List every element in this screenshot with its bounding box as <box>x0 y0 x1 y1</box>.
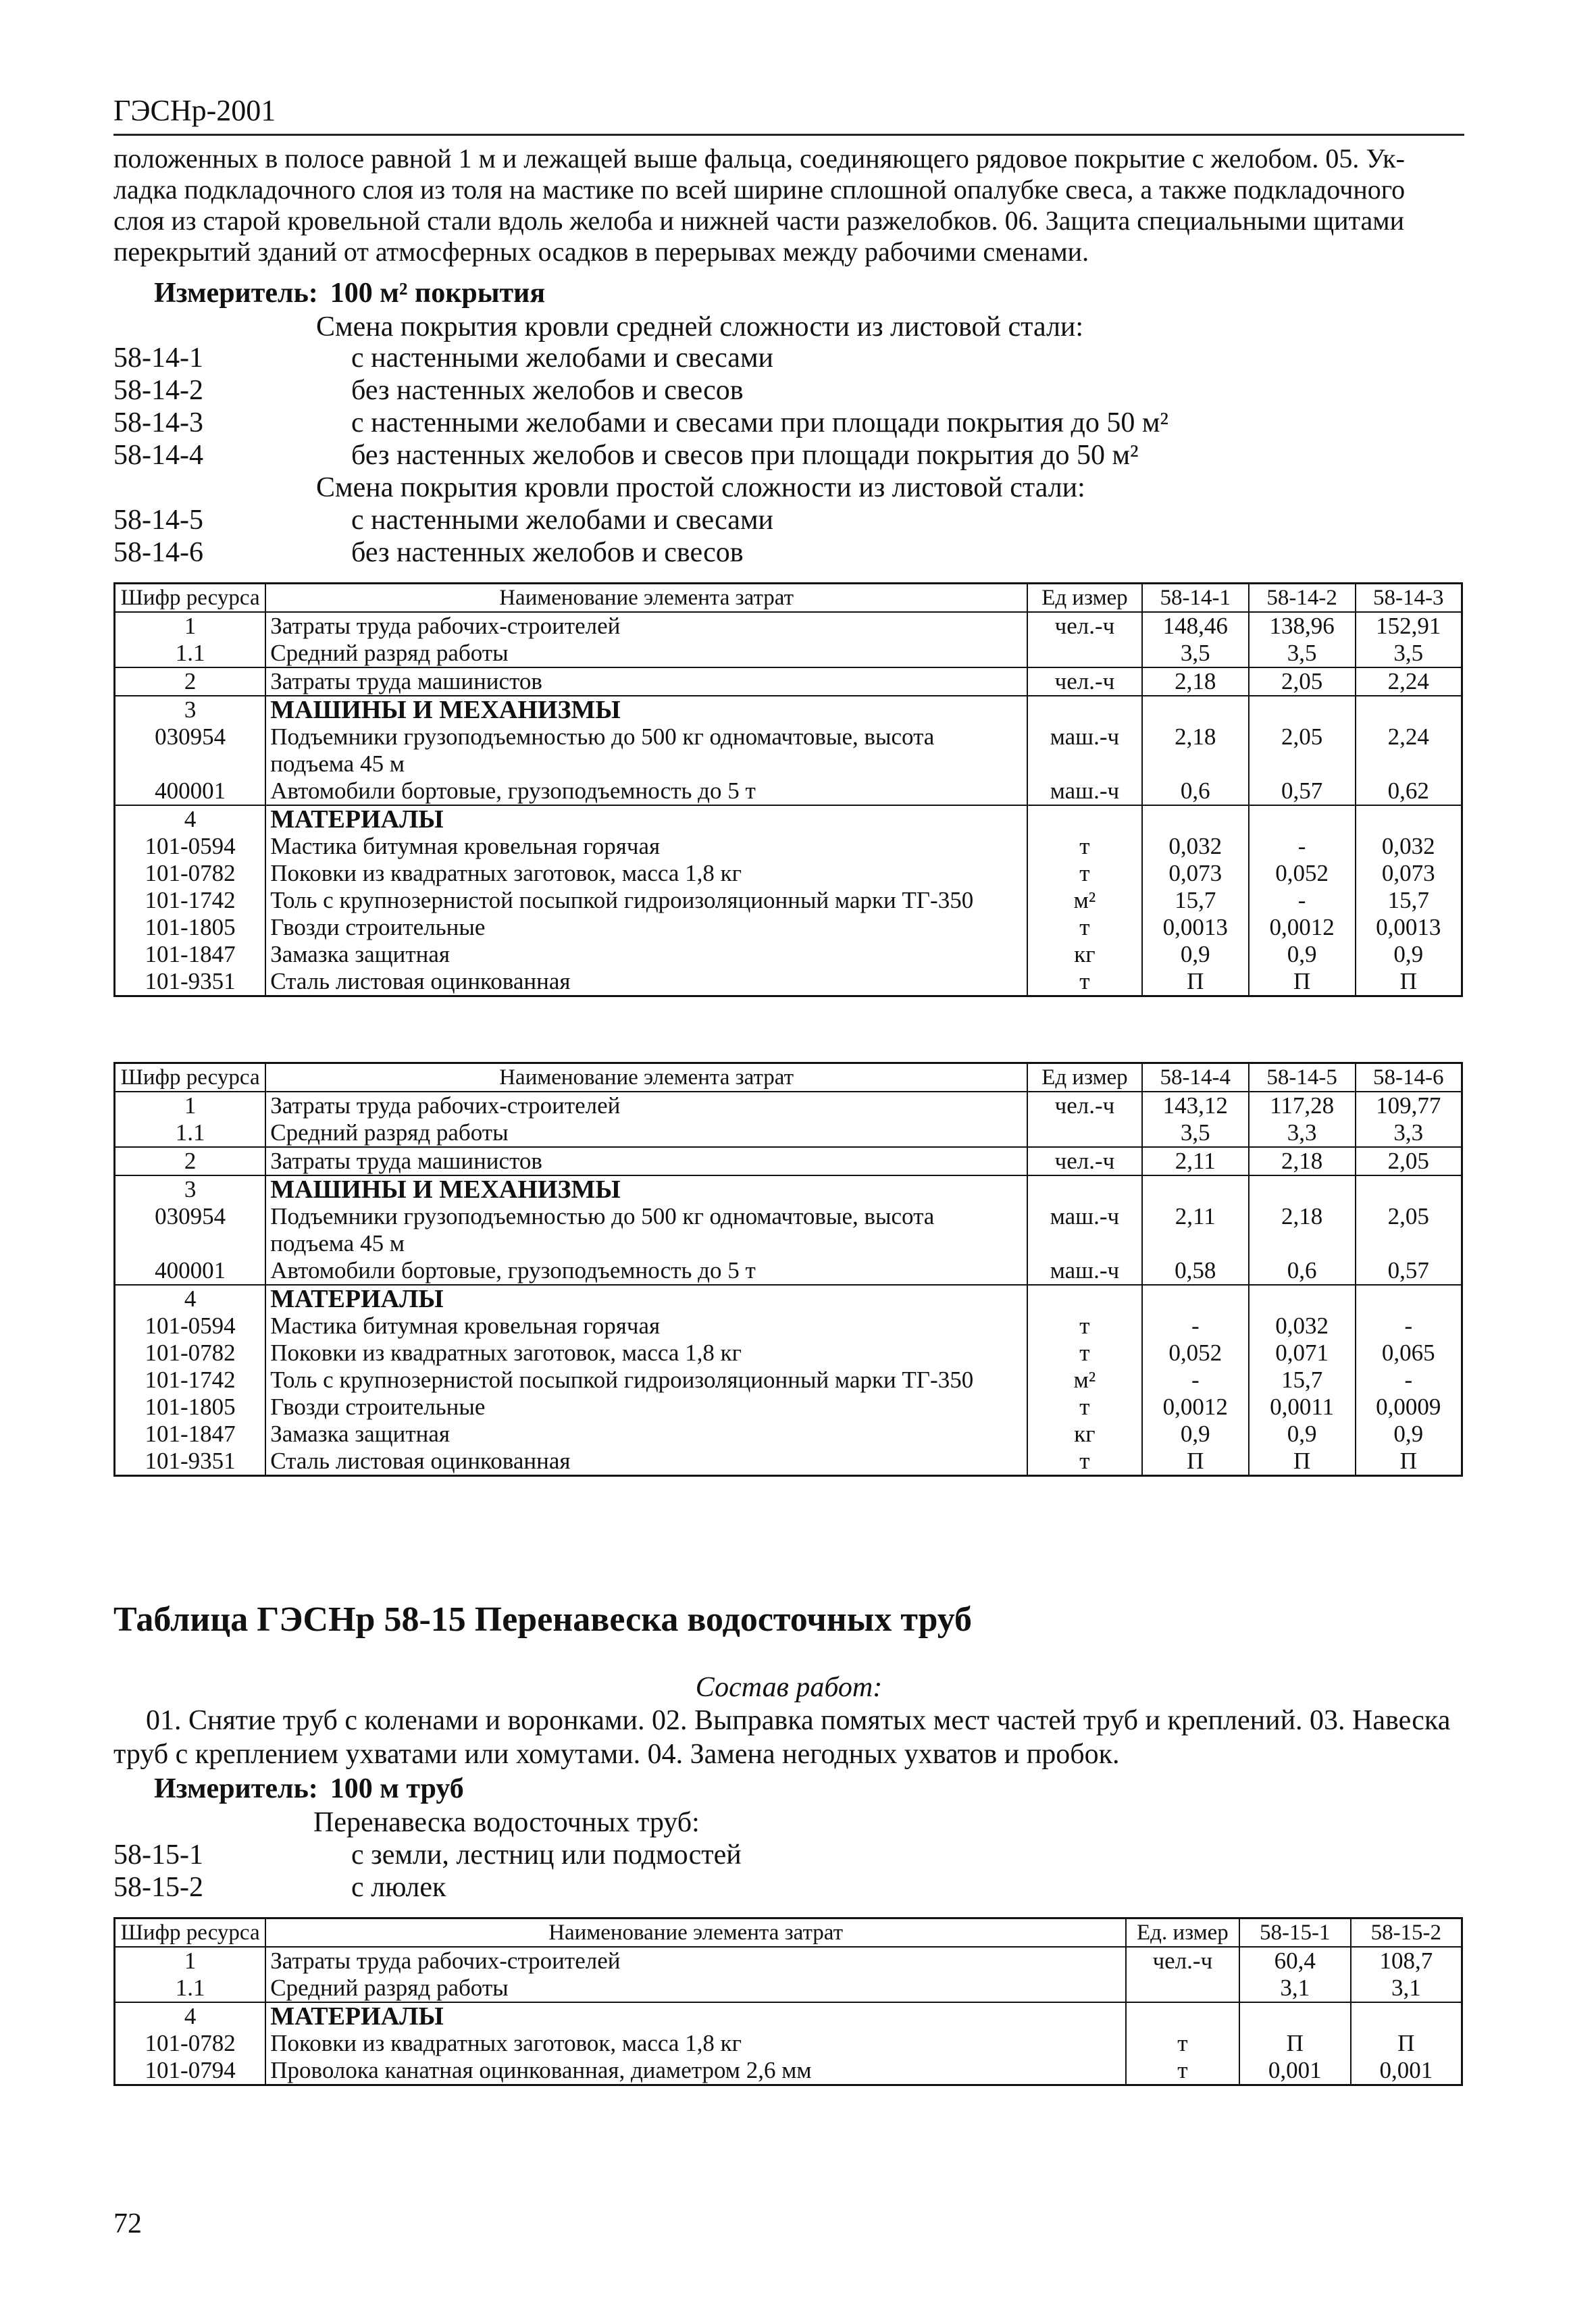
resource-code: 3 <box>115 1175 266 1203</box>
resource-unit: т <box>1027 1313 1142 1340</box>
resource-unit: чел.-ч <box>1027 612 1142 640</box>
header-code: Шифр ресурса <box>115 1918 266 1948</box>
resource-value: 0,9 <box>1142 1421 1249 1448</box>
resource-unit: чел.-ч <box>1027 667 1142 696</box>
table-row <box>115 612 1462 640</box>
resource-value: 2,18 <box>1142 723 1249 778</box>
code: 58-15-2 <box>113 1872 203 1903</box>
header-column-code: 58-14-4 <box>1142 1063 1249 1092</box>
resource-value <box>1249 1175 1356 1203</box>
resource-value: 0,9 <box>1356 941 1462 968</box>
resource-value <box>1356 805 1462 833</box>
resource-unit: кг <box>1027 1421 1142 1448</box>
table-row <box>115 1448 1462 1476</box>
resource-unit <box>1027 805 1142 833</box>
resource-unit: т <box>1027 968 1142 996</box>
resource-unit: м² <box>1027 887 1142 914</box>
code-row <box>113 439 1464 472</box>
resource-unit <box>1027 696 1142 723</box>
resource-unit: т <box>1027 1448 1142 1476</box>
resource-value: 0,065 <box>1356 1340 1462 1367</box>
resource-value: 0,0011 <box>1249 1394 1356 1421</box>
measure-label: Измеритель: <box>154 278 318 309</box>
code-row <box>113 407 1464 439</box>
resource-value: 2,11 <box>1142 1203 1249 1257</box>
resource-code: 1 <box>115 612 266 640</box>
resource-code: 4 <box>115 1285 266 1313</box>
resource-value: 3,5 <box>1356 640 1462 667</box>
resource-name: Автомобили бортовые, грузоподъемность до 5 т <box>265 1257 1027 1285</box>
resource-name: Мастика битумная кровельная горячая <box>265 1313 1027 1340</box>
resource-name: Толь с крупнозернистой посыпкой гидроизоляционный марки ТГ-350 <box>265 887 1027 914</box>
code-description: с настенными желобами и свесами <box>351 505 773 536</box>
resource-value: 0,073 <box>1142 860 1249 887</box>
resource-name: Подъемники грузоподъемностью до 500 кг одномачтовые, высота подъема 45 м <box>265 723 1027 778</box>
resource-value: 2,05 <box>1249 667 1356 696</box>
group-heading: Перенавеска водосточных труб: <box>313 1807 700 1838</box>
resource-value: 0,9 <box>1356 1421 1462 1448</box>
resource-name: Замазка защитная <box>265 1421 1027 1448</box>
code-row <box>113 536 1464 569</box>
resource-value <box>1249 696 1356 723</box>
resource-value: 15,7 <box>1142 887 1249 914</box>
resource-name: Затраты труда машинистов <box>265 1147 1027 1175</box>
intro-line: слоя из старой кровельной стали вдоль желоба и нижней части разжелобков. 06. Защита специальными щитами <box>113 205 1404 236</box>
section-row <box>115 805 1462 833</box>
resource-name: Средний разряд работы <box>265 1119 1027 1147</box>
table-row <box>115 640 1462 667</box>
resource-value: 0,58 <box>1142 1257 1249 1285</box>
section-row <box>115 696 1462 723</box>
resource-value: 0,62 <box>1356 778 1462 805</box>
intro-line: ладка подкладочного слоя из толя на мастике по всей ширине сплошной опалубке свеса, а также подкладочного <box>113 174 1406 205</box>
resource-value: 152,91 <box>1356 612 1462 640</box>
resource-value: 108,7 <box>1351 1947 1462 1975</box>
resource-code: 1.1 <box>115 1119 266 1147</box>
resource-name: Затраты труда рабочих-строителей <box>265 612 1027 640</box>
code: 58-15-1 <box>113 1839 203 1871</box>
resource-value: 0,032 <box>1142 833 1249 860</box>
resource-unit: маш.-ч <box>1027 723 1142 778</box>
resource-code: 101-0594 <box>115 833 266 860</box>
header-code: Шифр ресурса <box>115 584 266 613</box>
resource-value: 0,0009 <box>1356 1394 1462 1421</box>
resource-unit <box>1027 1119 1142 1147</box>
resource-unit: т <box>1027 914 1142 941</box>
resource-name: МАТЕРИАЛЫ <box>265 1285 1027 1313</box>
header-unit: Ед измер <box>1027 1063 1142 1092</box>
resource-name: Поковки из квадратных заготовок, масса 1,8 кг <box>265 1340 1027 1367</box>
resource-value: 2,11 <box>1142 1147 1249 1175</box>
resource-value: 0,001 <box>1351 2057 1462 2085</box>
resource-unit: т <box>1027 860 1142 887</box>
table-row <box>115 914 1462 941</box>
resource-value: 15,7 <box>1249 1367 1356 1394</box>
resource-name: Сталь листовая оцинкованная <box>265 968 1027 996</box>
resource-value: П <box>1356 968 1462 996</box>
header-name: Наименование элемента затрат <box>265 584 1027 613</box>
table-row <box>115 1147 1462 1175</box>
resource-value <box>1239 2002 1351 2030</box>
resource-unit: т <box>1126 2057 1239 2085</box>
resource-name: Мастика битумная кровельная горячая <box>265 833 1027 860</box>
resource-value: 0,032 <box>1356 833 1462 860</box>
resource-name: Проволока канатная оцинкованная, диаметром 2,6 мм <box>265 2057 1126 2085</box>
header-column-code: 58-14-3 <box>1356 584 1462 613</box>
table-row <box>115 833 1462 860</box>
code: 58-14-6 <box>113 537 203 568</box>
resource-unit <box>1027 640 1142 667</box>
resource-code: 2 <box>115 667 266 696</box>
resource-unit: маш.-ч <box>1027 1203 1142 1257</box>
resource-value: 0,9 <box>1249 1421 1356 1448</box>
resource-code: 101-1805 <box>115 1394 266 1421</box>
table-row <box>115 2057 1462 2085</box>
resource-value: П <box>1142 1448 1249 1476</box>
resource-value: 0,032 <box>1249 1313 1356 1340</box>
table-row <box>115 1367 1462 1394</box>
code: 58-14-2 <box>113 375 203 406</box>
resource-value <box>1356 1285 1462 1313</box>
table-header-row <box>115 584 1462 613</box>
resource-value <box>1356 696 1462 723</box>
resource-unit: т <box>1027 833 1142 860</box>
table-row <box>115 968 1462 996</box>
resource-value: 0,001 <box>1239 2057 1351 2085</box>
resource-value: П <box>1351 2030 1462 2057</box>
resource-code: 101-9351 <box>115 968 266 996</box>
resource-value: 0,071 <box>1249 1340 1356 1367</box>
resource-unit: чел.-ч <box>1126 1947 1239 1975</box>
table-title: Таблица ГЭСНр 58-15 Перенавеска водосточных труб <box>113 1600 973 1639</box>
group-heading: Смена покрытия кровли средней сложности из листовой стали: <box>316 311 1084 342</box>
resource-value: 3,5 <box>1142 640 1249 667</box>
resource-name: Затраты труда рабочих-строителей <box>265 1947 1126 1975</box>
table-header-row <box>115 1063 1462 1092</box>
resource-value: 0,0013 <box>1356 914 1462 941</box>
resource-value: 3,1 <box>1239 1975 1351 2002</box>
resource-value: 0,0012 <box>1142 1394 1249 1421</box>
table-row <box>115 1257 1462 1285</box>
resource-value: 0,9 <box>1142 941 1249 968</box>
header-column-code: 58-15-2 <box>1351 1918 1462 1948</box>
resource-value: 138,96 <box>1249 612 1356 640</box>
header-rule <box>113 134 1464 136</box>
code-row <box>113 374 1464 407</box>
resource-code: 400001 <box>115 1257 266 1285</box>
measure-line <box>154 1773 464 1805</box>
resource-value: 0,0013 <box>1142 914 1249 941</box>
resource-name: МАШИНЫ И МЕХАНИЗМЫ <box>265 1175 1027 1203</box>
resource-value: 2,18 <box>1249 1147 1356 1175</box>
code-description: без настенных желобов и свесов <box>351 537 744 568</box>
resource-name: Автомобили бортовые, грузоподъемность до 5 т <box>265 778 1027 805</box>
table-row <box>115 2030 1462 2057</box>
resource-unit: т <box>1027 1394 1142 1421</box>
resource-value: 2,24 <box>1356 723 1462 778</box>
code-row <box>113 342 1464 374</box>
resource-name: Поковки из квадратных заготовок, масса 1,8 кг <box>265 860 1027 887</box>
code: 58-14-3 <box>113 407 203 438</box>
table-row <box>115 778 1462 805</box>
resource-value: 3,5 <box>1142 1119 1249 1147</box>
resource-name: МАТЕРИАЛЫ <box>265 805 1027 833</box>
resource-code: 101-0782 <box>115 2030 266 2057</box>
measure-label: Измеритель: <box>154 1773 318 1804</box>
resource-unit: м² <box>1027 1367 1142 1394</box>
resource-value: 2,05 <box>1249 723 1356 778</box>
header-name: Наименование элемента затрат <box>265 1918 1126 1948</box>
table-row <box>115 1421 1462 1448</box>
resource-value: 2,24 <box>1356 667 1462 696</box>
resource-value: 15,7 <box>1356 887 1462 914</box>
header-column-code: 58-14-6 <box>1356 1063 1462 1092</box>
table-row <box>115 860 1462 887</box>
code-description: без настенных желобов и свесов при площади покрытия до 50 м² <box>351 440 1139 471</box>
section-row <box>115 2002 1462 2030</box>
code-description: без настенных желобов и свесов <box>351 375 744 406</box>
resource-value: 3,1 <box>1351 1975 1462 2002</box>
resource-value <box>1142 696 1249 723</box>
measure-value: 100 м труб <box>330 1773 464 1804</box>
code-description: с земли, лестниц или подмостей <box>351 1839 742 1871</box>
header-unit: Ед. измер <box>1126 1918 1239 1948</box>
resource-value <box>1351 2002 1462 2030</box>
code-description: с настенными желобами и свесами <box>351 342 773 374</box>
resource-value: 0,6 <box>1142 778 1249 805</box>
resource-value <box>1142 1285 1249 1313</box>
resource-code: 101-0594 <box>115 1313 266 1340</box>
resource-code: 101-1742 <box>115 887 266 914</box>
resource-value: П <box>1249 1448 1356 1476</box>
resource-name: Толь с крупнозернистой посыпкой гидроизоляционный марки ТГ-350 <box>265 1367 1027 1394</box>
resource-value: - <box>1356 1313 1462 1340</box>
resource-name: МАТЕРИАЛЫ <box>265 2002 1126 2030</box>
resource-code: 4 <box>115 2002 266 2030</box>
header-column-code: 58-14-5 <box>1249 1063 1356 1092</box>
intro-line: перекрытий зданий от атмосферных осадков в перерывах между рабочими сменами. <box>113 236 1089 267</box>
measure-value: 100 м² покрытия <box>330 278 546 309</box>
resource-value: - <box>1249 833 1356 860</box>
group-heading: Смена покрытия кровли простой сложности из листовой стали: <box>316 472 1085 503</box>
resource-name: Затраты труда машинистов <box>265 667 1027 696</box>
resource-value <box>1249 805 1356 833</box>
resource-code: 101-1847 <box>115 941 266 968</box>
resource-name: Поковки из квадратных заготовок, масса 1,8 кг <box>265 2030 1126 2057</box>
table-row <box>115 1975 1462 2002</box>
resource-value: 117,28 <box>1249 1092 1356 1119</box>
resource-code: 101-0794 <box>115 2057 266 2085</box>
resource-unit: маш.-ч <box>1027 778 1142 805</box>
resource-name: Подъемники грузоподъемностью до 500 кг одномачтовые, высота подъема 45 м <box>265 1203 1027 1257</box>
code: 58-14-1 <box>113 342 203 374</box>
resource-value: П <box>1142 968 1249 996</box>
resource-name: Средний разряд работы <box>265 640 1027 667</box>
code-row <box>113 1871 1464 1904</box>
resource-value: 3,3 <box>1249 1119 1356 1147</box>
resource-code: 030954 <box>115 723 266 778</box>
resource-value <box>1142 805 1249 833</box>
resource-value: 2,18 <box>1249 1203 1356 1257</box>
resource-value: 2,05 <box>1356 1147 1462 1175</box>
code-row <box>113 504 1464 536</box>
resource-unit <box>1027 1285 1142 1313</box>
resource-value: 0,052 <box>1142 1340 1249 1367</box>
resource-code: 101-1805 <box>115 914 266 941</box>
resource-unit: чел.-ч <box>1027 1147 1142 1175</box>
table-row <box>115 1119 1462 1147</box>
resource-value <box>1142 1175 1249 1203</box>
resource-code: 1 <box>115 1092 266 1119</box>
resource-unit: т <box>1126 2030 1239 2057</box>
header-unit: Ед измер <box>1027 584 1142 613</box>
resource-name: Затраты труда рабочих-строителей <box>265 1092 1027 1119</box>
resource-value: 2,18 <box>1142 667 1249 696</box>
resource-value: 0,073 <box>1356 860 1462 887</box>
resource-value: П <box>1249 968 1356 996</box>
intro-line: положенных в полосе равной 1 м и лежащей выше фальца, соединяющего рядовое покрытие с желобом. 05. Ук- <box>113 143 1405 174</box>
resource-code: 2 <box>115 1147 266 1175</box>
intro-paragraph <box>113 143 1464 268</box>
composition-paragraph <box>113 1704 1464 1771</box>
resource-value: 3,3 <box>1356 1119 1462 1147</box>
table-row <box>115 941 1462 968</box>
resource-value: 0,9 <box>1249 941 1356 968</box>
table-header-row <box>115 1918 1462 1948</box>
resource-value: 143,12 <box>1142 1092 1249 1119</box>
resource-value: 109,77 <box>1356 1092 1462 1119</box>
resource-value: 0,0012 <box>1249 914 1356 941</box>
resource-code: 030954 <box>115 1203 266 1257</box>
table-row <box>115 887 1462 914</box>
resource-code: 101-0782 <box>115 1340 266 1367</box>
running-header: ГЭСНр-2001 <box>113 94 276 127</box>
resource-value: 0,57 <box>1249 778 1356 805</box>
resource-value: - <box>1249 887 1356 914</box>
code: 58-14-4 <box>113 440 203 471</box>
composition-label: Состав работ: <box>695 1672 883 1703</box>
resource-name: Сталь листовая оцинкованная <box>265 1448 1027 1476</box>
resource-code: 1 <box>115 1947 266 1975</box>
resource-code: 101-0782 <box>115 860 266 887</box>
measure-line <box>154 277 545 309</box>
resource-value: 0,6 <box>1249 1257 1356 1285</box>
resource-value <box>1356 1175 1462 1203</box>
table-row <box>115 723 1462 778</box>
resource-table <box>113 1062 1463 1477</box>
resource-name: Средний разряд работы <box>265 1975 1126 2002</box>
resource-code: 4 <box>115 805 266 833</box>
resource-code: 1.1 <box>115 1975 266 2002</box>
code-row <box>113 1839 1464 1871</box>
resource-code: 101-1847 <box>115 1421 266 1448</box>
resource-unit: кг <box>1027 941 1142 968</box>
section-row <box>115 1175 1462 1203</box>
resource-value: - <box>1356 1367 1462 1394</box>
resource-unit: чел.-ч <box>1027 1092 1142 1119</box>
resource-code: 3 <box>115 696 266 723</box>
composition-line: 01. Снятие труб с коленами и воронками. 02. Выправка помятых мест частей труб и креплений. 03. Навеска <box>146 1705 1451 1736</box>
resource-value: П <box>1239 2030 1351 2057</box>
resource-name: Гвозди строительные <box>265 914 1027 941</box>
resource-value: - <box>1142 1367 1249 1394</box>
resource-code: 101-9351 <box>115 1448 266 1476</box>
resource-code: 101-1742 <box>115 1367 266 1394</box>
composition-line: труб с креплением ухватами или хомутами. 04. Замена негодных ухватов и пробок. <box>113 1739 1120 1770</box>
resource-unit: т <box>1027 1340 1142 1367</box>
header-column-code: 58-15-1 <box>1239 1918 1351 1948</box>
resource-unit <box>1126 1975 1239 2002</box>
table-row <box>115 667 1462 696</box>
table-row <box>115 1394 1462 1421</box>
code: 58-14-5 <box>113 505 203 536</box>
resource-value: П <box>1356 1448 1462 1476</box>
table-row <box>115 1313 1462 1340</box>
table-row <box>115 1947 1462 1975</box>
resource-value: 0,052 <box>1249 860 1356 887</box>
resource-unit <box>1027 1175 1142 1203</box>
table-row <box>115 1340 1462 1367</box>
resource-code: 1.1 <box>115 640 266 667</box>
header-code: Шифр ресурса <box>115 1063 266 1092</box>
resource-name: Гвозди строительные <box>265 1394 1027 1421</box>
resource-value: 2,05 <box>1356 1203 1462 1257</box>
resource-value: 0,57 <box>1356 1257 1462 1285</box>
resource-unit: маш.-ч <box>1027 1257 1142 1285</box>
resource-value: 148,46 <box>1142 612 1249 640</box>
header-name: Наименование элемента затрат <box>265 1063 1027 1092</box>
resource-value: - <box>1142 1313 1249 1340</box>
resource-value: 60,4 <box>1239 1947 1351 1975</box>
resource-unit <box>1126 2002 1239 2030</box>
section-row <box>115 1285 1462 1313</box>
code-description: с настенными желобами и свесами при площади покрытия до 50 м² <box>351 407 1169 438</box>
resource-value <box>1249 1285 1356 1313</box>
header-column-code: 58-14-2 <box>1249 584 1356 613</box>
header-column-code: 58-14-1 <box>1142 584 1249 613</box>
table-row <box>115 1092 1462 1119</box>
resource-value: 3,5 <box>1249 640 1356 667</box>
page-number: 72 <box>113 2208 142 2239</box>
resource-code: 400001 <box>115 778 266 805</box>
resource-name: Замазка защитная <box>265 941 1027 968</box>
resource-name: МАШИНЫ И МЕХАНИЗМЫ <box>265 696 1027 723</box>
code-description: с люлек <box>351 1872 446 1903</box>
table-row <box>115 1203 1462 1257</box>
resource-table <box>113 582 1463 997</box>
resource-table <box>113 1917 1463 2086</box>
